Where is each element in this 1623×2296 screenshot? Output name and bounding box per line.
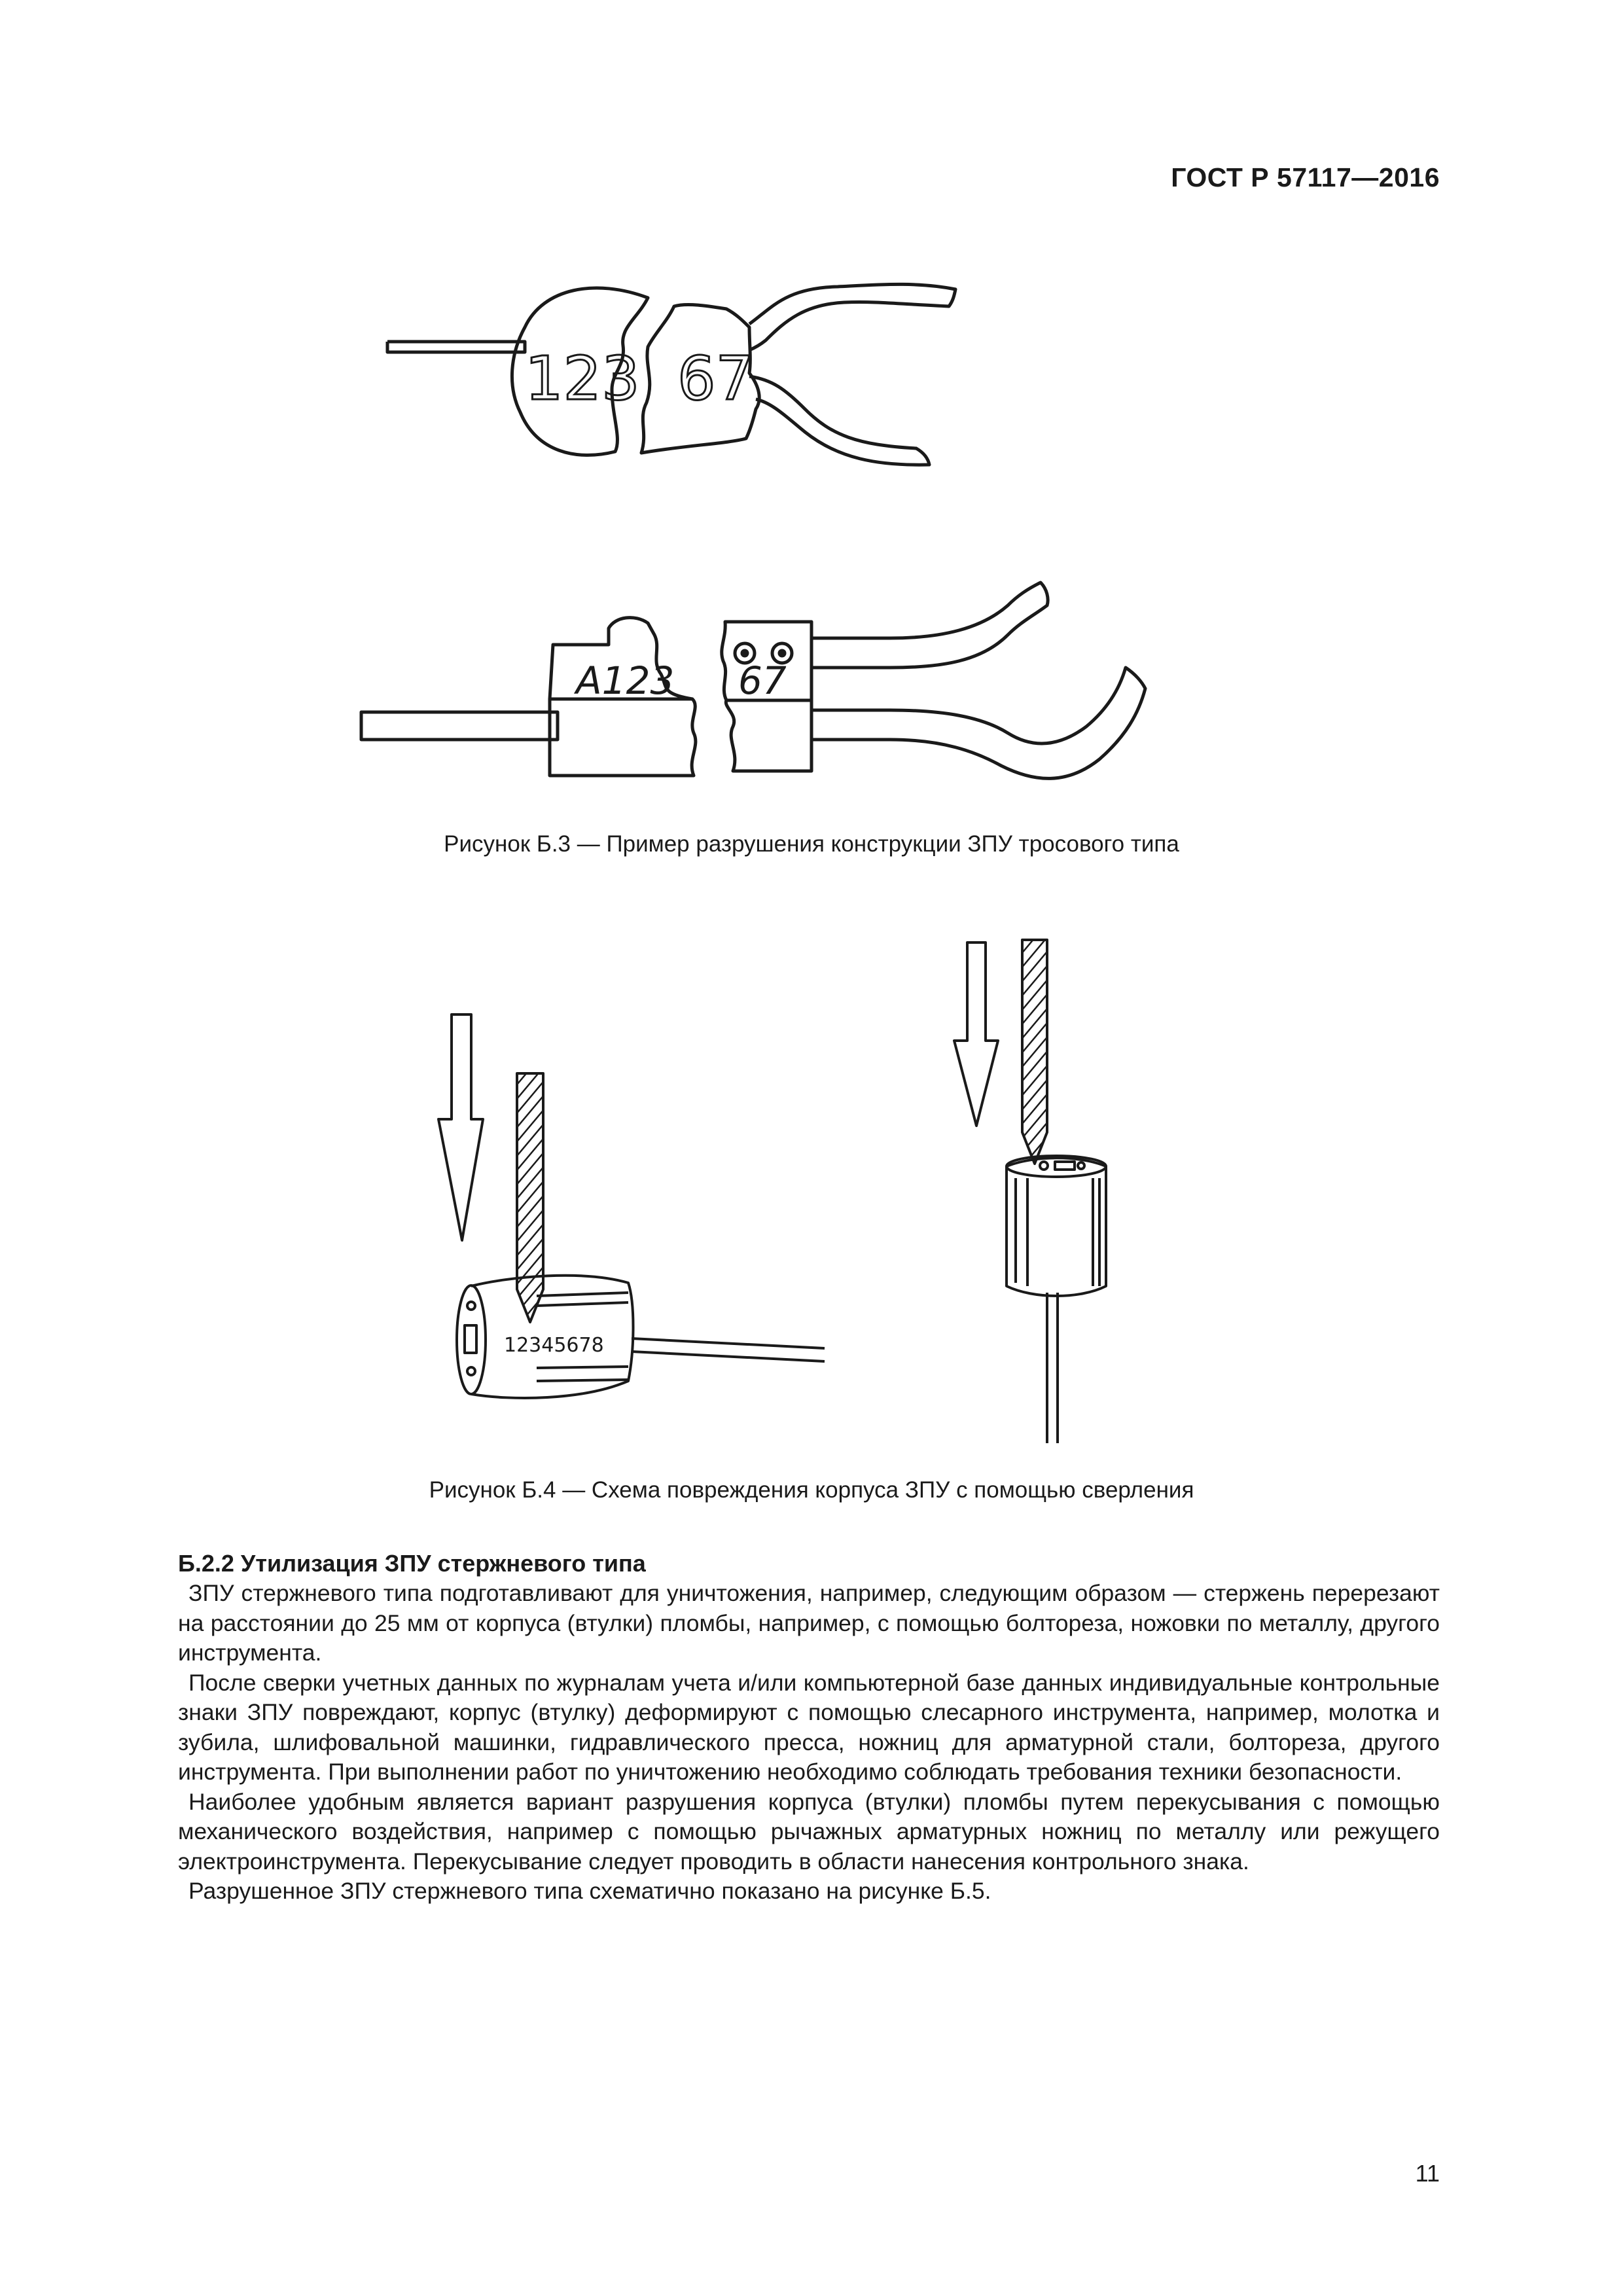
section-heading: Б.2.2 Утилизация ЗПУ стержневого типа xyxy=(178,1550,646,1577)
seal-number: 12345678 xyxy=(504,1334,604,1357)
figure-b4-caption: Рисунок Б.4 — Схема повреждения корпуса ЗПУ с помощью сверления xyxy=(429,1477,1194,1503)
paragraph: Разрушенное ЗПУ стержневого типа схематично показано на рисунке Б.5. xyxy=(188,1878,991,1904)
seal-label-left: A123 xyxy=(576,658,675,703)
figure-b3-bottom-drawing xyxy=(353,576,1217,785)
figure-b4-drawing xyxy=(419,929,1204,1453)
paragraph: ЗПУ стержневого типа подготавливают для уничтожения, например, следующим образом — стержень перерезают на расстоянии до 25 мм от корпуса (втулки) пломбы, например, с помощью болтореза, ножовки по металлу, другого инструмента. xyxy=(178,1580,1440,1666)
drill-bit-right xyxy=(1022,940,1047,1164)
rod-right xyxy=(1047,1293,1058,1443)
seal-body-right xyxy=(726,700,812,771)
figure-b3-caption: Рисунок Б.3 — Пример разрушения конструкции ЗПУ тросового типа xyxy=(444,831,1179,857)
rod-left xyxy=(632,1338,825,1361)
cable-loop-upper xyxy=(812,583,1048,668)
paragraph: После сверки учетных данных по журналам учета и/или компьютерной базе данных индивидуальные контрольные знаки ЗПУ повреждают, корпус (втулку) деформируют с помощью слесарного инструмента, например, молотка и зубила, шлифовальной машинки, гидравлического пресса, ножниц для арматурной стали, болтореза, другого инструмента. При выполнении работ по уничтожению необходимо соблюдать требования техники безопасности. xyxy=(178,1669,1440,1785)
paragraph: Наиболее удобным является вариант разрушения корпуса (втулки) пломбы путем перекусывания с помощью механического воздействия, например с помощью рычажных арматурных ножниц по металлу или режущего электроинструмента. Перекусывание следует проводить в области нанесения контрольного знака. xyxy=(178,1788,1440,1874)
cable-loop-lower xyxy=(749,376,929,465)
seal-number-left: 123 xyxy=(525,344,640,414)
arrow-down-left-icon xyxy=(438,1014,483,1240)
seal-number-right: 67 xyxy=(677,344,755,414)
arrow-down-right-icon xyxy=(954,942,998,1126)
cable-loop-upper xyxy=(749,284,955,350)
section-body xyxy=(178,1579,1440,1907)
seal-body-left xyxy=(550,699,696,776)
drill-bit-left xyxy=(517,1073,543,1322)
cable-left xyxy=(361,712,558,740)
seal-body-right xyxy=(1007,1158,1106,1296)
cable-loop-lower xyxy=(812,668,1145,778)
document-code: ГОСТ Р 57117—2016 xyxy=(1171,162,1440,192)
seal-label-right: 67 xyxy=(738,658,787,703)
cable-left xyxy=(387,342,525,352)
page-number: 11 xyxy=(1415,2160,1440,2187)
figure-b3-top-drawing xyxy=(380,281,982,478)
